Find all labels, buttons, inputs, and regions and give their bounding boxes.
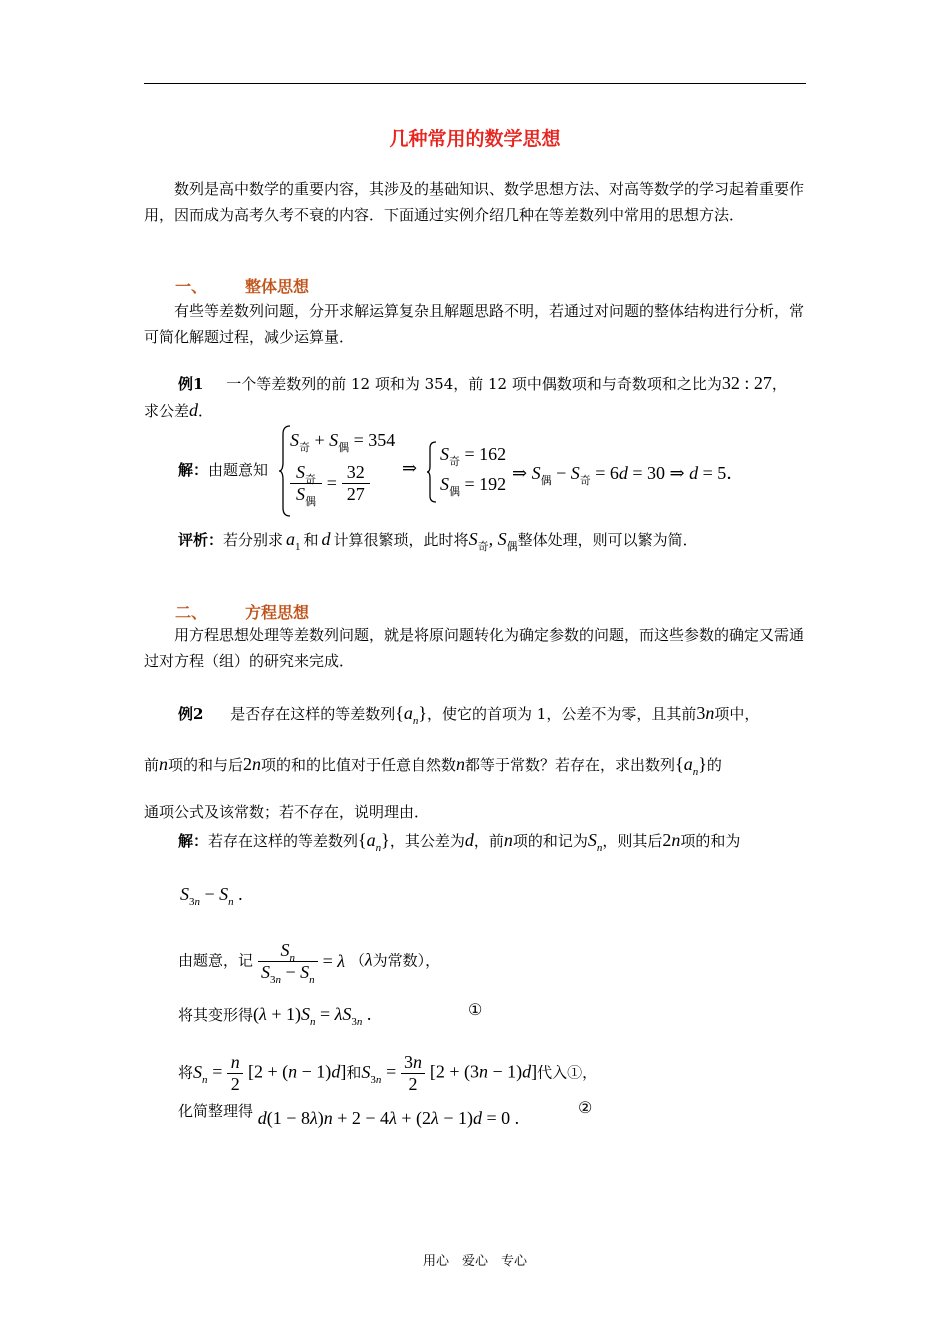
example1-period: ． xyxy=(198,402,214,420)
solution2-t2: ，其公差为 xyxy=(389,832,465,850)
section2-heading xyxy=(175,600,309,623)
solution2-t5: ，则其后 xyxy=(602,832,663,850)
example1-comma: ， xyxy=(771,375,787,393)
equation-mark-1: ① xyxy=(468,1000,483,1019)
example2-line2: 前n项的和与后2n项的和的比值对于任意自然数n都等于常数？若存在，求出数列$\{a_n\}$的 xyxy=(144,754,722,778)
step1-text: 由题意，记 xyxy=(178,951,254,970)
system2-eq1: $S_奇 = 162$ xyxy=(440,444,507,468)
page-footer: 用心 爱心 专心 xyxy=(422,1254,527,1269)
example2-t1: 是否存在这样的等差数列 xyxy=(230,705,396,723)
comment1: 评析：若分别求 $a_1$ 和 d 计算很繁琐，此时将$S_奇$, $S_偶$整体处理，则可以繁为简． xyxy=(178,529,698,553)
header-rule xyxy=(144,83,806,84)
step2-text: 将其变形得 xyxy=(178,1006,254,1024)
system2 xyxy=(426,440,438,508)
example1-label: 例1 xyxy=(178,375,204,393)
comment1-text2: 和 xyxy=(303,531,319,549)
step3-t2: 和 xyxy=(346,1063,362,1082)
example1-d: d xyxy=(189,400,199,420)
solution1-chain: ⇒ $S_偶 - S_奇 = 6d = 30$ ⇒ d = 5． xyxy=(512,463,745,487)
step4: 化简整理得 d(1 − 8λ)n + 2 − 4λ + (2λ − 1)d = 0 . xyxy=(178,1102,520,1128)
example2-t4: 前 xyxy=(144,756,160,774)
example2-t6: 项的和的比值对于任意自然数 xyxy=(261,756,457,774)
step4-text: 化简整理得 xyxy=(178,1102,254,1120)
example2-t5: 项的和与后 xyxy=(168,756,244,774)
solution2-line1: 解：若存在这样的等差数列$\{a_n\}$，其公差为d，前n项的和记为$S_n$，则其后2n项的和为 xyxy=(178,830,741,854)
section2-title: 方程思想 xyxy=(245,603,310,622)
comment1-text4: 整体处理，则可以繁为简． xyxy=(517,531,698,549)
step1-paren: （ xyxy=(349,951,365,970)
system1-ratio-num: 32 xyxy=(342,462,370,484)
example1-text: 一个等差数列的前 12 项和为 354，前 12 项中偶数项和与奇数项和之比为 xyxy=(226,375,722,393)
comment1-label: 评析： xyxy=(178,531,224,549)
solution2-expr: $S_{3n} - S_n$ . xyxy=(180,884,243,908)
equation-mark-2: ② xyxy=(578,1098,593,1117)
comment1-text1: 若分别求 xyxy=(223,531,284,549)
step2: 将其变形得$(\lambda + 1)S_n = \lambda S_{3n}$ . xyxy=(178,1004,372,1028)
page-title: 几种常用的数学思想 xyxy=(389,128,561,150)
example2-line3: 通项公式及该常数；若不存在，说明理由． xyxy=(144,803,430,821)
solution2-t4: 项的和记为 xyxy=(512,832,588,850)
section1-body: 有些等差数列问题，分开求解运算复杂且解题思路不明，若通过对问题的整体结构进行分析，常可简化解题过程，减少运算量． xyxy=(144,302,805,346)
example2-t3: 项中， xyxy=(714,705,760,723)
solution2-t1: 若存在这样的等差数列 xyxy=(208,832,359,850)
section1-title: 整体思想 xyxy=(245,277,310,296)
solution2-t6: 项的和为 xyxy=(680,832,741,850)
example1-line1 xyxy=(178,373,787,394)
step1: 由题意，记 $\frac{S_n}{S_{3n} - S_n}$ = λ （λ为常数）， xyxy=(178,940,441,986)
section1-number: 一、 xyxy=(175,277,208,296)
comment1-text3: 计算很繁琐，此时将 xyxy=(333,531,469,549)
step3-t1: 将 xyxy=(178,1063,194,1082)
system1-eq2: $\frac{S_奇}{S_偶}$ = $\frac{32}{27}$ xyxy=(290,462,370,505)
step3-t3: 代入①， xyxy=(537,1063,598,1082)
system1-eq1: $S_奇 + S_偶 = 354$ xyxy=(290,430,396,454)
solution1-text: 由题意知 xyxy=(208,461,269,479)
left-brace-icon-2 xyxy=(426,440,438,504)
example2-t2: ，使它的首项为 1，公差不为零，且其前 xyxy=(427,705,697,723)
example2-t7: 都等于常数？若存在，求出数列 xyxy=(465,756,676,774)
implies-arrow: ⇒ xyxy=(402,458,418,478)
example1-line2 xyxy=(144,400,213,421)
step3: 将$S_n$ = $\frac{n}{2}$ [2 + (n − 1)d]和$S_{3n}$ = $\frac{3n}{2}$ [2 + (3n − 1)d]代入①， xyxy=(178,1052,598,1094)
solution1-label: 解： xyxy=(178,461,209,479)
example1-ratio: 32 : 27 xyxy=(721,373,772,393)
section2-body: 用方程思想处理等差数列问题，就是将原问题转化为确定参数的问题，而这些参数的确定又需通过对方程（组）的研究来完成． xyxy=(144,626,805,670)
example1-text3: 求公差 xyxy=(144,402,190,420)
system2-eq2: $S_偶 = 192$ xyxy=(440,474,507,498)
section1-heading xyxy=(175,274,309,297)
example2-t8: 的 xyxy=(706,756,722,774)
example2-line1: 例2 是否存在这样的等差数列$\{a_n\}$，使它的首项为 1，公差不为零，且其前3n项中， xyxy=(178,703,760,727)
solution2-label: 解： xyxy=(178,832,209,850)
system1-ratio-den: 27 xyxy=(346,484,365,504)
solution2-t3: ，前 xyxy=(473,832,504,850)
step1-const: 为常数）， xyxy=(372,951,441,970)
example2-label: 例2 xyxy=(178,705,204,723)
section2-number: 二、 xyxy=(175,603,208,622)
intro-paragraph: 数列是高中数学的重要内容，其涉及的基础知识、数学思想方法、对高等数学的学习起着重要作用，因而成为高考久考不衰的内容．下面通过实例介绍几种在等差数列中常用的思想方法． xyxy=(144,180,805,224)
solution1-intro xyxy=(178,459,268,480)
